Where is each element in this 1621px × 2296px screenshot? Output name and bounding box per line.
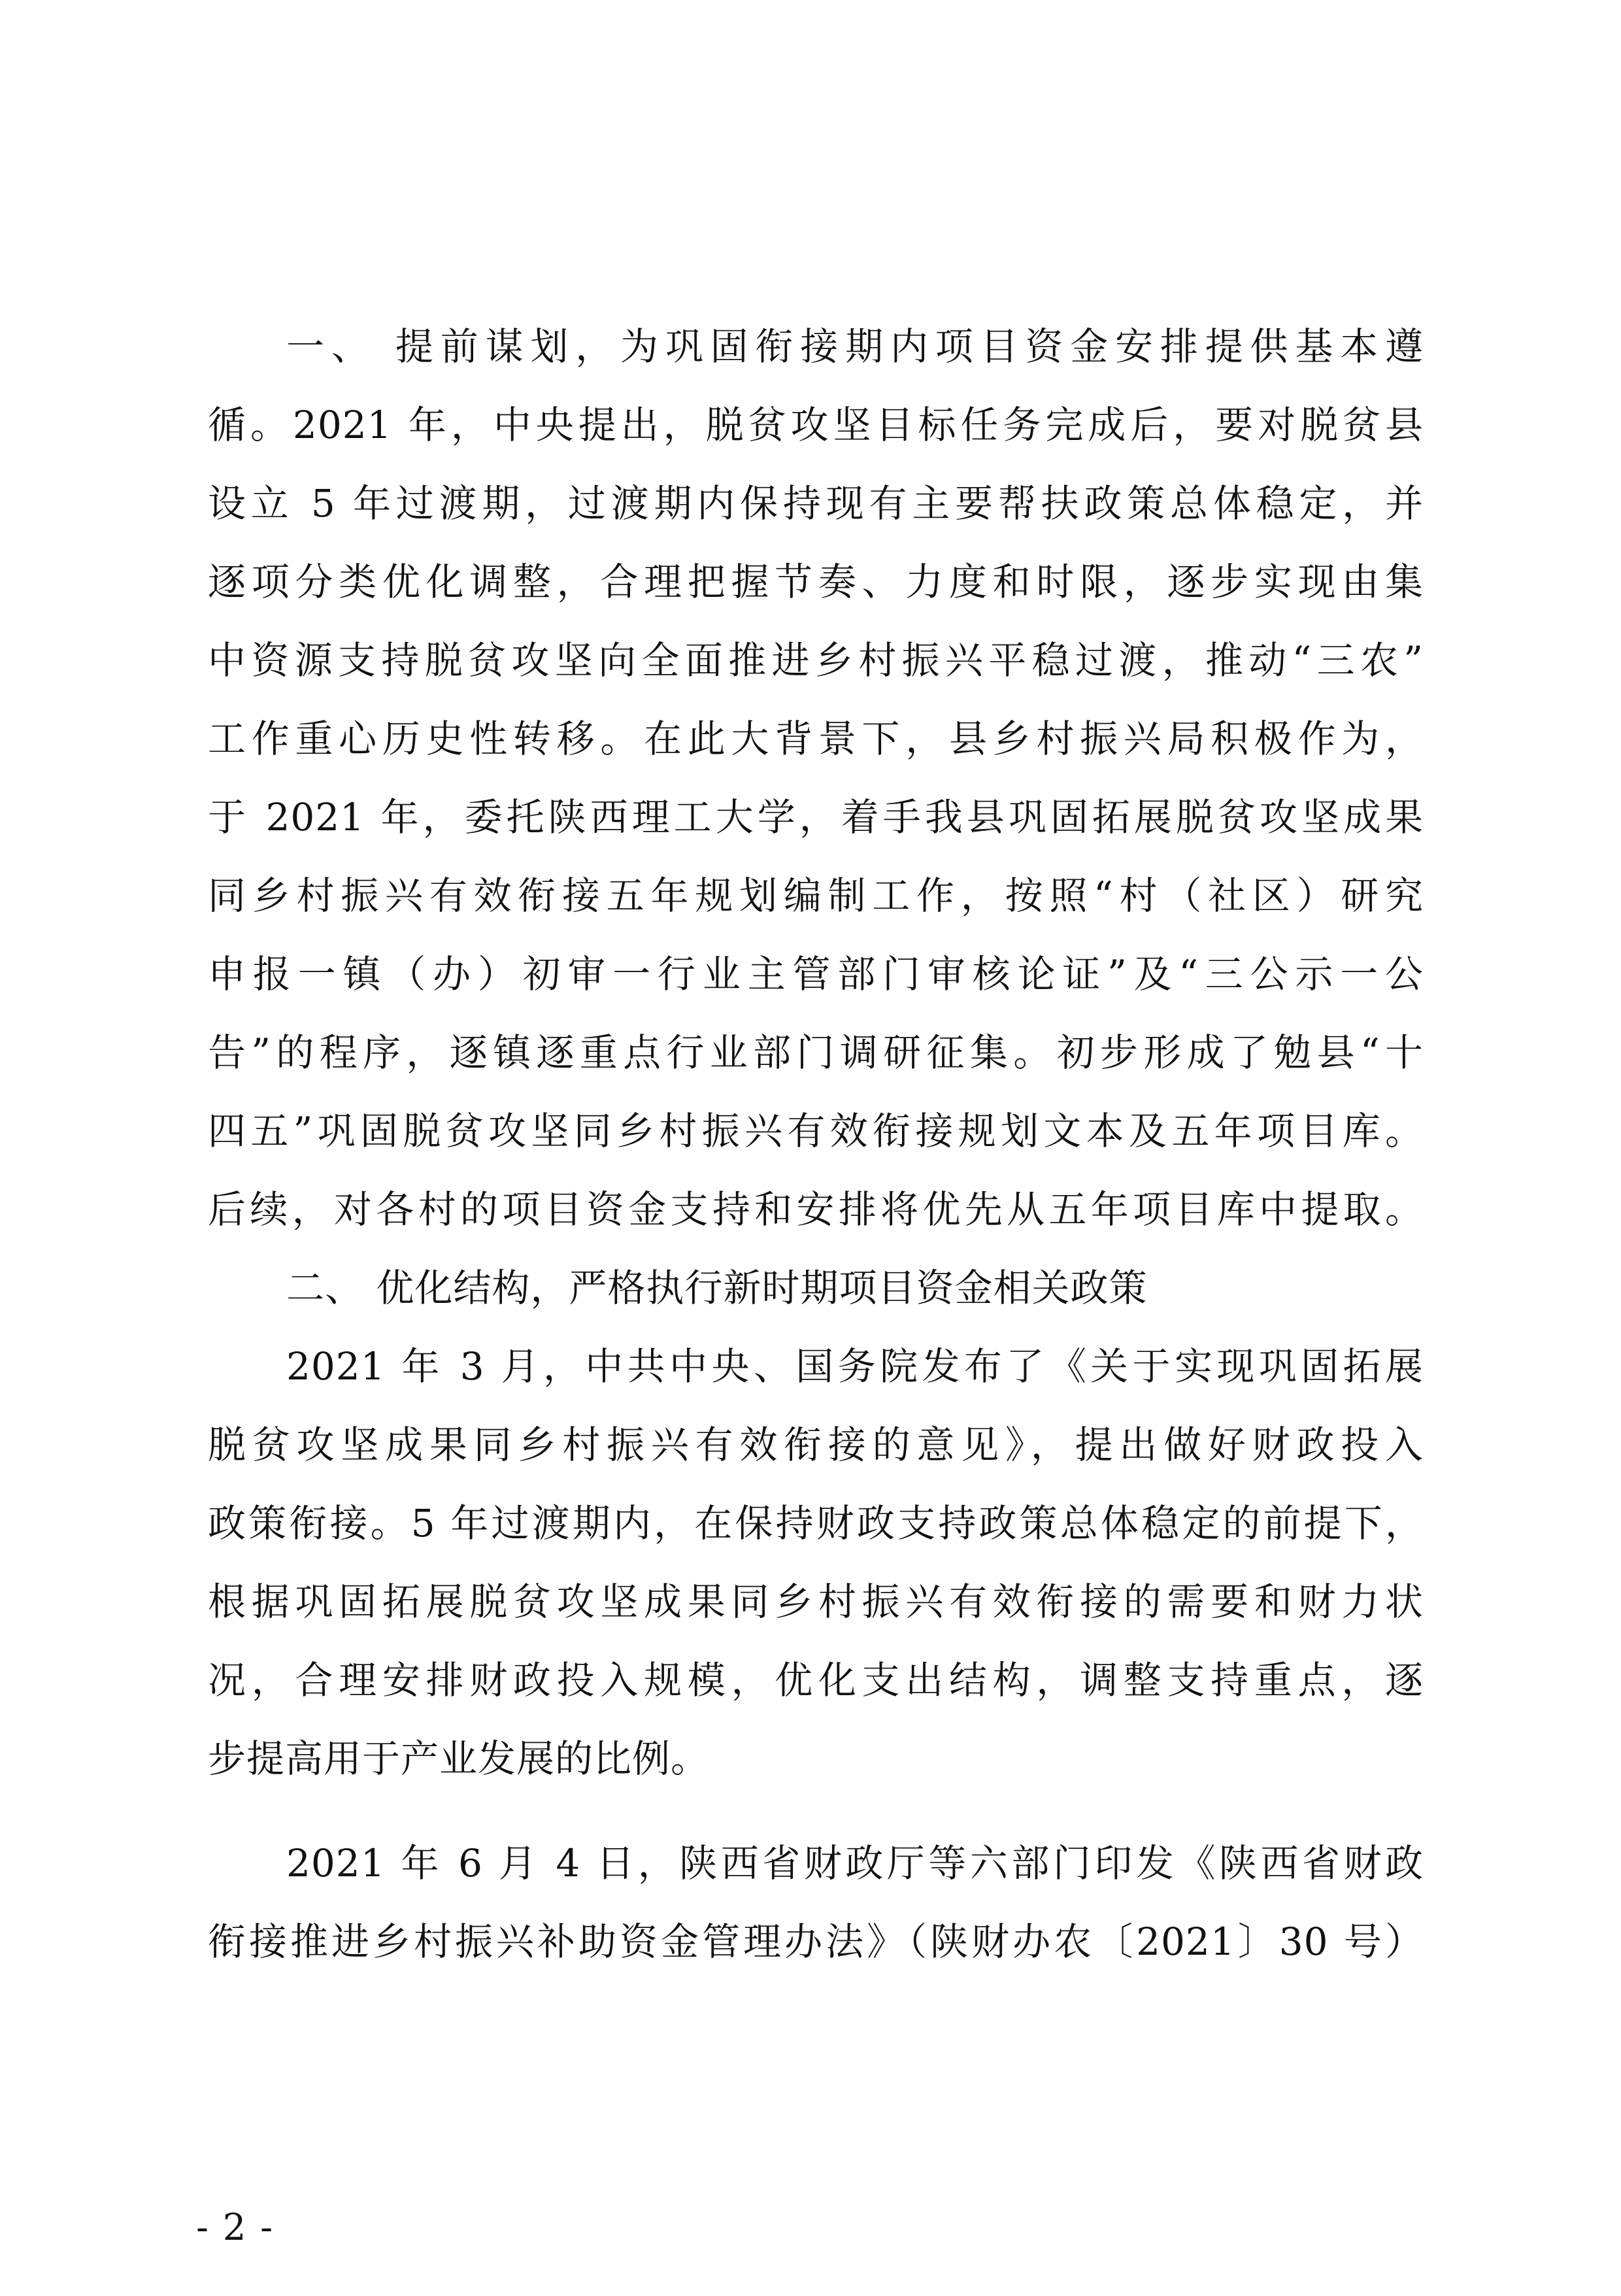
body-line: 于 2021 年，委托陕西理工大学，着手我县巩固拓展脱贫攻坚成果	[208, 795, 1424, 839]
body-line: 政策衔接。5 年过渡期内，在保持财政支持政策总体稳定的前提下，	[208, 1501, 1424, 1545]
body-line: 逐项分类优化调整，合理把握节奏、力度和时限，逐步实现由集	[208, 560, 1424, 604]
body-line: 衔接推进乡村振兴补助资金管理办法》（陕财办农〔2021〕30 号）	[208, 1919, 1424, 1964]
body-line: 设立 5 年过渡期，过渡期内保持现有主要帮扶政策总体稳定，并	[208, 481, 1424, 526]
body-line: 中资源支持脱贫攻坚向全面推进乡村振兴平稳过渡，推动“三农”	[208, 638, 1424, 683]
body-line: 况，合理安排财政投入规模，优化支出结构，调整支持重点，逐	[208, 1658, 1424, 1702]
page-number: - 2 -	[196, 2206, 275, 2249]
body-line: 四五”巩固脱贫攻坚同乡村振兴有效衔接规划文本及五年项目库。	[208, 1109, 1424, 1153]
heading-section-1: 一、 提前谋划，为巩固衔接期内项目资金安排提供基本遵	[286, 324, 1424, 369]
body-line: 循。2021 年，中央提出，脱贫攻坚目标任务完成后，要对脱贫县	[208, 403, 1424, 447]
body-line: 同乡村振兴有效衔接五年规划编制工作，按照“村（社区）研究	[208, 873, 1424, 918]
body-line: 后续，对各村的项目资金支持和安排将优先从五年项目库中提取。	[208, 1187, 1424, 1232]
body-line: 告”的程序，逐镇逐重点行业部门调研征集。初步形成了勉县“十	[208, 1030, 1424, 1075]
heading-section-2: 二、 优化结构，严格执行新时期项目资金相关政策	[286, 1266, 1148, 1310]
body-line: 根据巩固拓展脱贫攻坚成果同乡村振兴有效衔接的需要和财力状	[208, 1579, 1424, 1624]
body-line: 步提高用于产业发展的比例。	[208, 1736, 710, 1781]
body-line: 工作重心历史性转移。在此大背景下，县乡村振兴局积极作为，	[208, 717, 1424, 761]
body-line: 申报一镇（办）初审一行业主管部门审核论证”及“三公示一公	[208, 952, 1424, 996]
body-line: 2021 年 6 月 4 日，陕西省财政厅等六部门印发《陕西省财政	[286, 1841, 1424, 1885]
body-line: 2021 年 3 月，中共中央、国务院发布了《关于实现巩固拓展	[286, 1344, 1424, 1389]
body-line: 脱贫攻坚成果同乡村振兴有效衔接的意见》，提出做好财政投入	[208, 1423, 1424, 1467]
